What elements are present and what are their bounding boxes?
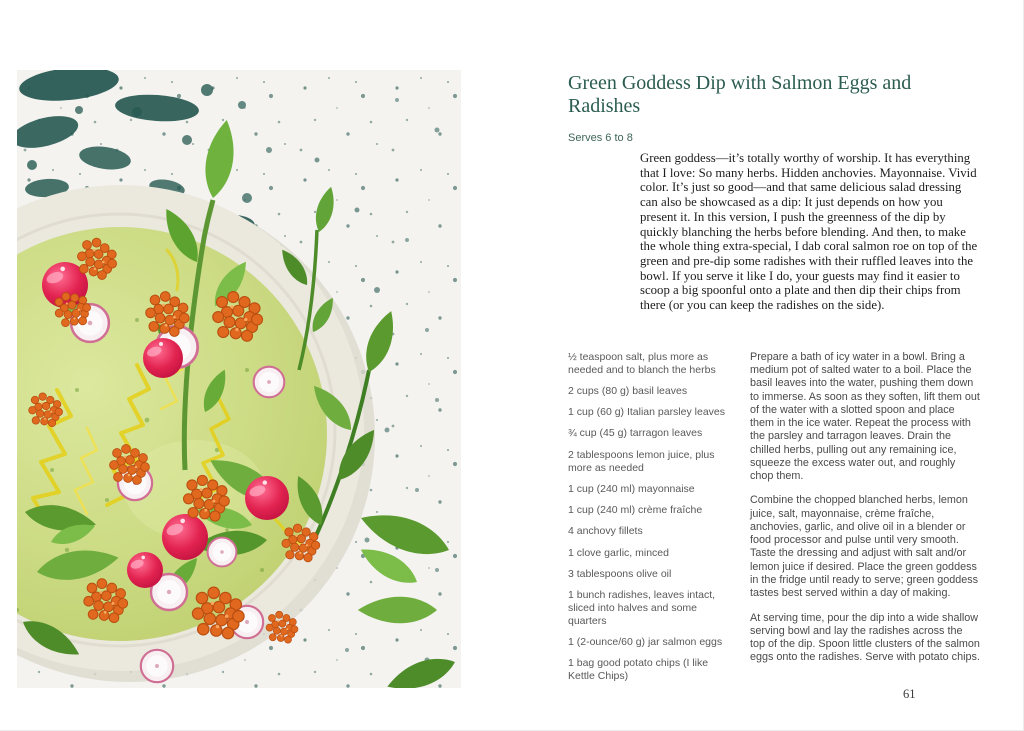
instruction-step: Prepare a bath of icy water in a bowl. Bring a medium pot of salted water to a boil. Place the basil leaves into the water, pushing them down to immerse. As soon as they soften, lift them out of the water with a slotted spoon and place them in the ice water. Repeat the process with the parsley and tarragon leaves. Drain the chilled herbs, pulling out any remaining ice, squeeze the excess water out, and roughly chop them. bbox=[750, 350, 980, 483]
ingredient-item: 1 bag good potato chips (I like Kettle Chips) bbox=[568, 657, 709, 683]
ingredient-item: 3 tablespoons olive oil bbox=[568, 568, 672, 580]
dip-photo-illustration bbox=[17, 70, 461, 688]
recipe-title: Green Goddess Dip with Salmon Eggs and Radishes bbox=[568, 72, 912, 117]
ingredient-item: 2 tablespoons lemon juice, plus more as needed bbox=[568, 448, 715, 474]
recipe-content bbox=[568, 72, 980, 692]
ingredient-item: 2 cups (80 g) basil leaves bbox=[568, 384, 688, 397]
instructions-list bbox=[750, 351, 980, 692]
recipe-photo bbox=[17, 70, 461, 688]
ingredient-item: 4 anchovy fillets bbox=[568, 525, 643, 538]
ingredients-list bbox=[568, 351, 736, 692]
recipe-columns bbox=[568, 351, 980, 692]
ingredient-item: 1 clove garlic, minced bbox=[568, 546, 669, 559]
ingredient-item: 1 cup (240 ml) mayonnaise bbox=[568, 482, 695, 495]
recipe-intro: Green goddess—it’s totally worthy of worship. It has everything that I love: So many herbs. Hidden anchovies. Mayonnaise. Vivid color. It’s just so good—and that same delicious salad dressing can also be showcased as a dip: It just depends on how you present it. In this version, I push the greenness of the dip by quickly blanching the herbs before blending. And then, to make the whole thing extra-special, I dab coral salmon roe on top of the green and pre-dip some radishes with their ruffled leaves into the bowl. If you serve it like I do, your guests may find it easier to scoop a big spoonful onto a plate and then dip their chips from there (or you can keep the radishes on the side). bbox=[640, 151, 978, 313]
ingredient-item: ¾ cup (45 g) tarragon leaves bbox=[568, 427, 703, 440]
ingredient-item: 1 (2-ounce/60 g) jar salmon eggs bbox=[568, 636, 723, 649]
serves-label: Serves 6 to 8 bbox=[568, 132, 633, 144]
ingredient-item: 1 cup (240 ml) crème fraîche bbox=[568, 504, 703, 517]
ingredient-item: 1 cup (60 g) Italian parsley leaves bbox=[568, 406, 726, 419]
ingredient-item: ½ teaspoon salt, plus more as needed and to blanch the herbs bbox=[568, 350, 716, 376]
ingredient-item: 1 bunch radishes, leaves intact, sliced into halves and some quarters bbox=[568, 589, 716, 627]
instruction-step: At serving time, pour the dip into a wide shallow serving bowl and lay the radishes across the top of the dip. Spoon little clusters of the salmon eggs onto the radishes. Serve with potato chips. bbox=[750, 611, 980, 664]
page-number: 61 bbox=[903, 687, 916, 701]
instruction-step: Combine the chopped blanched herbs, lemon juice, salt, mayonnaise, crème fraîche, anchovies, garlic, and olive oil in a blender or food processor and pulse until very smooth. Taste the dressing and adjust with salt and/or lemon juice if desired. Place the green goddess in the fridge until ready to serve; green goddess tastes best served within a day of making. bbox=[750, 494, 979, 600]
